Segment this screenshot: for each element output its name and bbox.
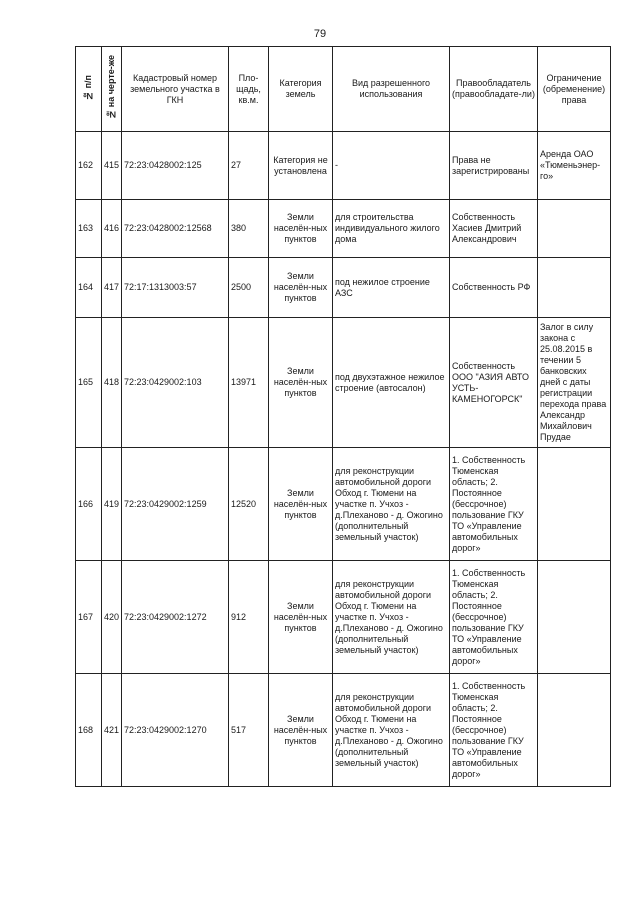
row-number: 168: [76, 674, 102, 787]
row-permitted-use: для реконструкции автомобильной дороги Обход г. Тюмени на участке п. Учхоз - д.Плеханово - д. Ожогино (дополнительный земельный участок): [333, 674, 450, 787]
row-category: Земли населён-ных пунктов: [269, 448, 333, 561]
row-restriction: [538, 674, 611, 787]
row-category: Земли населён-ных пунктов: [269, 561, 333, 674]
row-holder: 1. Собственность Тюменская область; 2. Постоянное (бессрочное) пользование ГКУ ТО «Управление автомобильных дорог»: [450, 448, 538, 561]
row-holder: 1. Собственность Тюменская область; 2. Постоянное (бессрочное) пользование ГКУ ТО «Управление автомобильных дорог»: [450, 674, 538, 787]
row-permitted-use: для строительства индивидуального жилого дома: [333, 200, 450, 258]
row-number: 164: [76, 258, 102, 318]
row-map-number: 415: [102, 132, 122, 200]
row-number: 166: [76, 448, 102, 561]
row-category: Земли населён-ных пунктов: [269, 258, 333, 318]
row-cadastral-number: 72:17:1313003:57: [122, 258, 229, 318]
header-area: Пло-щадь, кв.м.: [229, 47, 269, 132]
header-restriction: Ограничение (обременение) права: [538, 47, 611, 132]
row-holder: Собственность РФ: [450, 258, 538, 318]
row-map-number: 416: [102, 200, 122, 258]
row-cadastral-number: 72:23:0429002:1272: [122, 561, 229, 674]
row-permitted-use: для реконструкции автомобильной дороги Обход г. Тюмени на участке п. Учхоз - д.Плеханово - д. Ожогино (дополнительный земельный участок): [333, 561, 450, 674]
row-area: 380: [229, 200, 269, 258]
row-category: Земли населён-ных пунктов: [269, 674, 333, 787]
table-row: [76, 132, 611, 200]
header-num: № п/п: [76, 47, 102, 132]
row-holder: Собственность Хасиев Дмитрий Александрович: [450, 200, 538, 258]
row-cadastral-number: 72:23:0428002:125: [122, 132, 229, 200]
row-map-number: 417: [102, 258, 122, 318]
table-row: [76, 258, 611, 318]
table-row: [76, 448, 611, 561]
row-restriction: [538, 200, 611, 258]
land-plots-table: [75, 46, 611, 787]
row-restriction: [538, 258, 611, 318]
row-holder: 1. Собственность Тюменская область; 2. Постоянное (бессрочное) пользование ГКУ ТО «Управление автомобильных дорог»: [450, 561, 538, 674]
row-area: 2500: [229, 258, 269, 318]
row-holder: Права не зарегистрированы: [450, 132, 538, 200]
row-area: 13971: [229, 318, 269, 448]
row-cadastral-number: 72:23:0429002:1259: [122, 448, 229, 561]
row-restriction: Аренда ОАО «Тюменьэнер-го»: [538, 132, 611, 200]
header-permitted-use: Вид разрешенного использования: [333, 47, 450, 132]
row-category: Категория не установлена: [269, 132, 333, 200]
row-map-number: 419: [102, 448, 122, 561]
row-area: 517: [229, 674, 269, 787]
row-restriction: [538, 561, 611, 674]
row-restriction: Залог в силу закона с 25.08.2015 в течении 5 банковских дней с даты регистрации перехода права Александр Михайлович Прудае: [538, 318, 611, 448]
row-cadastral-number: 72:23:0429002:103: [122, 318, 229, 448]
table-header-row: [76, 47, 611, 132]
row-permitted-use: -: [333, 132, 450, 200]
row-permitted-use: под двухэтажное нежилое строение (автосалон): [333, 318, 450, 448]
row-area: 12520: [229, 448, 269, 561]
table-row: [76, 200, 611, 258]
row-category: Земли населён-ных пунктов: [269, 200, 333, 258]
row-number: 163: [76, 200, 102, 258]
row-holder: Собственность ООО "АЗИЯ АВТО УСТЬ-КАМЕНОГОРСК": [450, 318, 538, 448]
table-row: [76, 561, 611, 674]
row-map-number: 420: [102, 561, 122, 674]
row-restriction: [538, 448, 611, 561]
header-category: Категория земель: [269, 47, 333, 132]
row-number: 162: [76, 132, 102, 200]
row-area: 912: [229, 561, 269, 674]
header-holder: Правообладатель (правообладате-ли): [450, 47, 538, 132]
row-permitted-use: для реконструкции автомобильной дороги Обход г. Тюмени на участке п. Учхоз - д.Плеханово - д. Ожогино (дополнительный земельный участок): [333, 448, 450, 561]
table-row: [76, 318, 611, 448]
row-map-number: 418: [102, 318, 122, 448]
row-number: 165: [76, 318, 102, 448]
row-permitted-use: под нежилое строение АЗС: [333, 258, 450, 318]
row-cadastral-number: 72:23:0428002:12568: [122, 200, 229, 258]
header-map-num: № на черте-же: [102, 47, 122, 132]
header-cadastral: Кадастровый номер земельного участка в ГКН: [122, 47, 229, 132]
row-number: 167: [76, 561, 102, 674]
table-row: [76, 674, 611, 787]
row-cadastral-number: 72:23:0429002:1270: [122, 674, 229, 787]
row-area: 27: [229, 132, 269, 200]
row-category: Земли населён-ных пунктов: [269, 318, 333, 448]
page-number: 79: [313, 28, 327, 40]
row-map-number: 421: [102, 674, 122, 787]
